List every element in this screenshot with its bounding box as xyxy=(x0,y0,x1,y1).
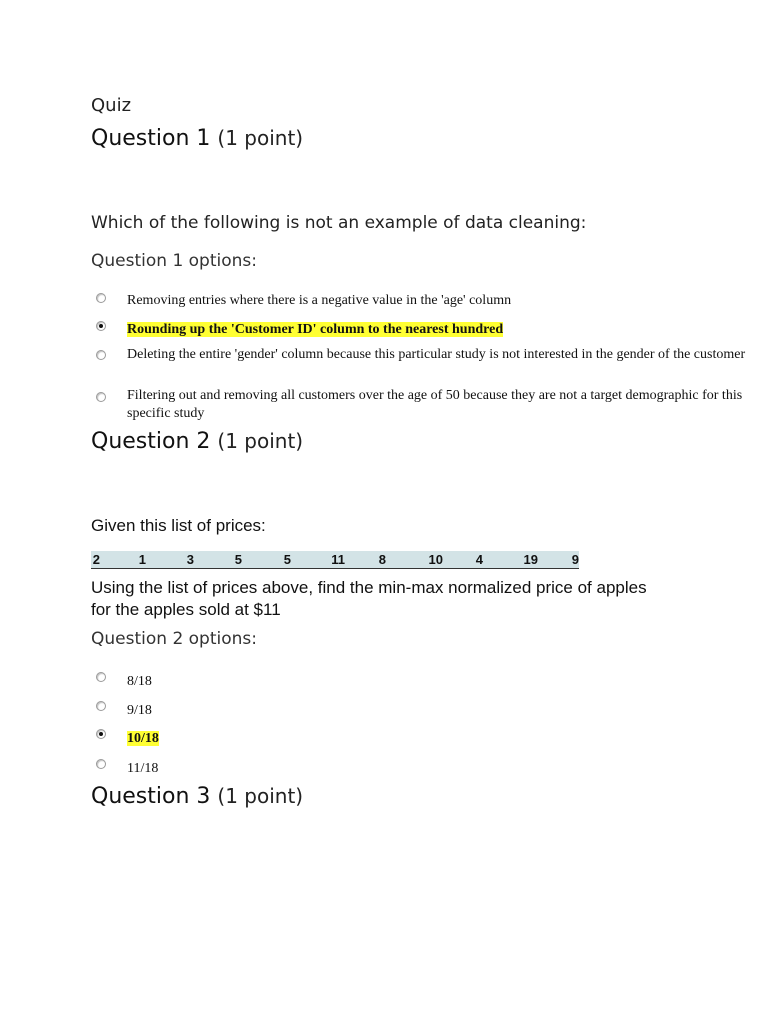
q2-option-4[interactable] xyxy=(92,758,768,778)
question-2-prompt-2: Using the list of prices above, find the min-max normalized price of apples for the apples sold at $11 xyxy=(91,578,647,619)
radio-button[interactable] xyxy=(96,701,106,711)
question-1-points: (1 point) xyxy=(217,126,304,150)
question-1-title: Question 1 xyxy=(91,126,211,151)
question-1-heading xyxy=(91,126,303,151)
question-3-points: (1 point) xyxy=(217,784,304,808)
price-cell: 11 xyxy=(331,552,345,567)
q1-option-4[interactable] xyxy=(92,387,768,423)
price-cell: 8 xyxy=(378,552,386,567)
radio-button-selected[interactable] xyxy=(96,729,106,739)
q2-option-2[interactable] xyxy=(92,701,768,721)
question-1-options-label: Question 1 options: xyxy=(91,251,257,271)
quiz-label: Quiz xyxy=(91,95,132,116)
q2-option-4-text: 11/18 xyxy=(127,761,159,776)
q2-option-2-text: 9/18 xyxy=(127,703,152,718)
q2-option-1[interactable] xyxy=(92,672,768,692)
q1-option-1[interactable] xyxy=(92,292,768,312)
question-3-heading xyxy=(91,784,303,809)
q1-option-3[interactable] xyxy=(92,346,768,382)
radio-button[interactable] xyxy=(96,350,106,360)
q2-option-3[interactable] xyxy=(92,729,768,749)
q1-option-4-text: Filtering out and removing all customers over the age of 50 because they are not a target demographic for this specific study xyxy=(127,388,743,421)
q1-option-2-text: Rounding up the 'Customer ID' column to the nearest hundred xyxy=(127,322,504,337)
radio-button[interactable] xyxy=(96,672,106,682)
price-cell: 5 xyxy=(234,552,242,567)
price-cell: 4 xyxy=(475,552,483,567)
radio-button[interactable] xyxy=(96,759,106,769)
q1-option-2[interactable] xyxy=(92,320,768,340)
q2-option-3-text: 10/18 xyxy=(127,731,159,746)
price-cell: 5 xyxy=(283,552,291,567)
radio-button[interactable] xyxy=(96,293,106,303)
radio-button-selected[interactable] xyxy=(96,321,106,331)
price-cell: 10 xyxy=(428,552,443,567)
question-2-title: Question 2 xyxy=(91,429,211,454)
price-cell: 2 xyxy=(92,552,100,567)
price-cell: 19 xyxy=(523,552,538,567)
radio-button[interactable] xyxy=(96,392,106,402)
question-1-prompt: Which of the following is not an example of data cleaning: xyxy=(91,213,587,233)
question-2-heading xyxy=(91,429,303,454)
price-list-table xyxy=(91,551,579,569)
q2-option-1-text: 8/18 xyxy=(127,674,152,689)
q1-option-1-text: Removing entries where there is a negative value in the 'age' column xyxy=(127,293,512,308)
question-2-options-label: Question 2 options: xyxy=(91,629,257,649)
price-cell: 9 xyxy=(571,552,579,567)
question-3-title: Question 3 xyxy=(91,784,211,809)
price-cell: 3 xyxy=(186,552,194,567)
price-cell: 1 xyxy=(138,552,146,567)
question-2-prompt: Given this list of prices: xyxy=(91,516,266,535)
question-2-points: (1 point) xyxy=(217,429,304,453)
q1-option-3-text: Deleting the entire 'gender' column because this particular study is not interested in the gender of the customer xyxy=(127,347,746,362)
